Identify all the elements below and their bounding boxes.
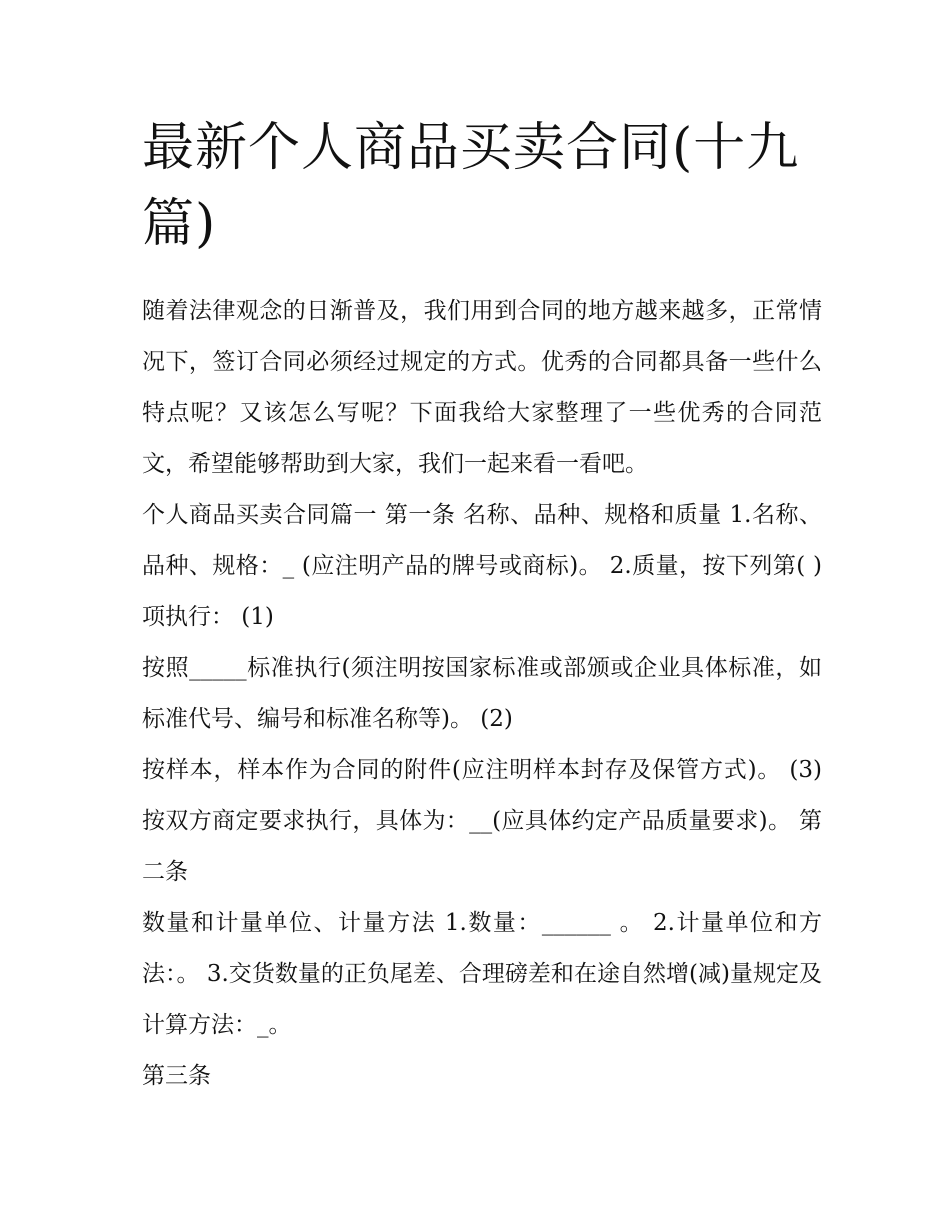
document-page	[142, 110, 822, 1102]
quantity-paragraph: 数量和计量单位、计量方法 1.数量：______ 。 2.计量单位和方法：。 3.交货数量的正负尾差、合理磅差和在途自然增(减)量规定及计算方法：_。	[142, 910, 822, 1038]
document-body	[142, 286, 822, 1102]
article-three-heading: 第三条	[142, 1063, 211, 1089]
article-one-paragraph: 个人商品买卖合同篇一 第一条 名称、品种、规格和质量 1.名称、品种、规格：_ (应注明产品的牌号或商标)。 2.质量，按下列第( )项执行： (1)	[142, 502, 822, 630]
intro-paragraph: 随着法律观念的日渐普及，我们用到合同的地方越来越多，正常情况下，签订合同必须经过规定的方式。优秀的合同都具备一些什么特点呢？又该怎么写呢？下面我给大家整理了一些优秀的合同范文，希望能够帮助到大家，我们一起来看一看吧。	[142, 298, 822, 477]
quality-standard-paragraph: 按照_____标准执行(须注明按国家标准或部颁或企业具体标准，如标准代号、编号和标准名称等)。 (2)	[142, 655, 822, 732]
document-title: 最新个人商品买卖合同(十九篇)	[142, 118, 800, 254]
sample-paragraph: 按样本，样本作为合同的附件(应注明样本封存及保管方式)。 (3) 按双方商定要求执行，具体为：__(应具体约定产品质量要求)。 第二条	[142, 757, 822, 885]
